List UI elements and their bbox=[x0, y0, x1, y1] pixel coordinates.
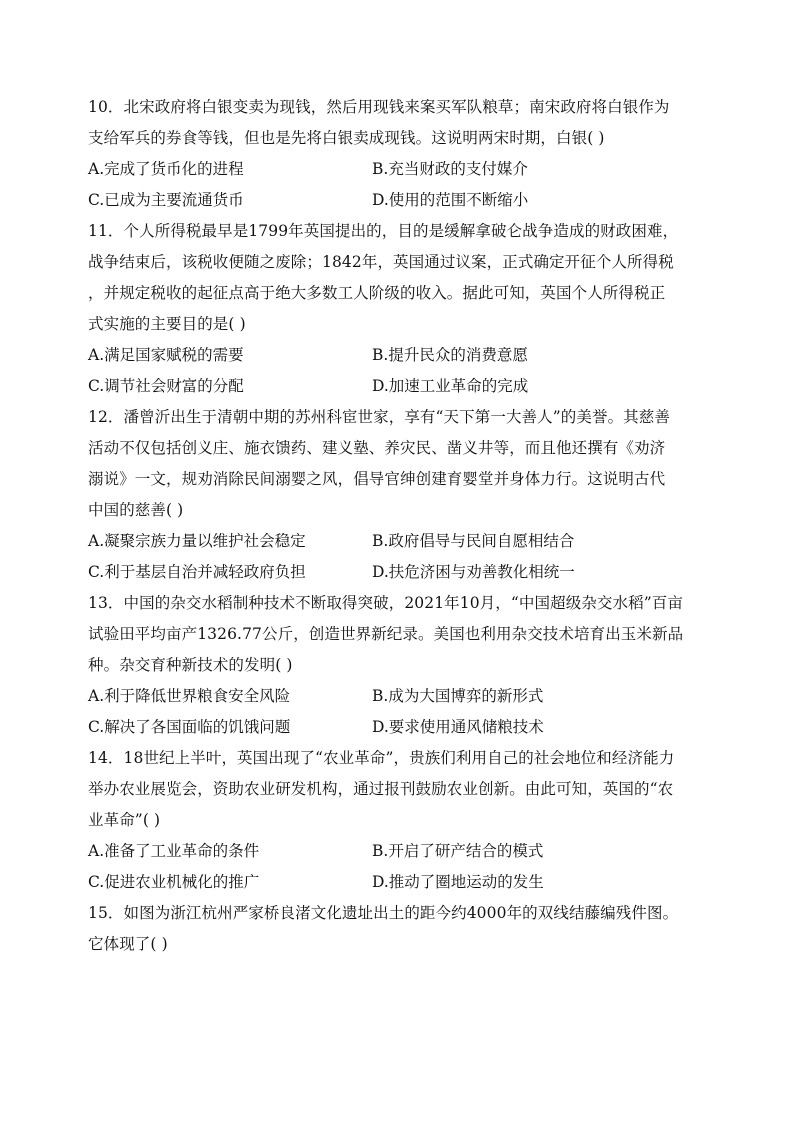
answer-options bbox=[88, 526, 708, 588]
question-15 bbox=[88, 898, 708, 960]
option-d: D.扶危济困与劝善教化相统一 bbox=[372, 563, 575, 581]
option-row bbox=[88, 867, 708, 898]
question-stem-line: 12．潘曾沂出生于清朝中期的苏州科宦世家，享有“天下第一大善人”的美誉。其慈善 bbox=[88, 408, 670, 426]
question-stem-line: ，并规定税收的起征点高于绝大多数工人阶级的收入。据此可知，英国个人所得税正 bbox=[88, 284, 666, 302]
option-d: D.加速工业革命的完成 bbox=[372, 377, 529, 395]
question-stem-line: 13．中国的杂交水稻制种技术不断取得突破，2021年10月，“中国超级杂交水稻”百亩 bbox=[88, 594, 683, 612]
question-stem-line: 活动不仅包括创义庄、施衣馈药、建义塾、养灾民、凿义井等，而且他还撰有《劝济 bbox=[88, 439, 666, 457]
option-d: D.推动了圈地运动的发生 bbox=[372, 873, 544, 891]
option-row bbox=[88, 185, 708, 216]
option-row bbox=[88, 154, 708, 185]
question-stem-line: 式实施的主要目的是( ) bbox=[88, 315, 246, 333]
answer-options bbox=[88, 681, 708, 743]
answer-options bbox=[88, 836, 708, 898]
question-stem-line: 11．个人所得税最早是1799年英国提出的，目的是缓解拿破仑战争造成的财政困难， bbox=[88, 222, 679, 240]
question-stem-line: 举办农业展览会，资助农业研发机构，通过报刊鼓励农业创新。由此可知，英国的“农 bbox=[88, 780, 674, 798]
option-c: C.促进农业机械化的推广 bbox=[88, 873, 260, 891]
option-b: B.提升民众的消费意愿 bbox=[372, 346, 528, 364]
option-c: C.解决了各国面临的饥饿问题 bbox=[88, 718, 291, 736]
question-stem-line: 种。杂交育种新技术的发明( ) bbox=[88, 656, 293, 674]
question-stem-line: 战争结束后，该税收便随之废除；1842年，英国通过议案，正式确定开征个人所得税 bbox=[88, 253, 674, 271]
question-stem-line: 溺说》一文，规劝消除民间溺婴之风，倡导官绅创建育婴堂并身体力行。这说明古代 bbox=[88, 470, 666, 488]
question-stem-line: 10．北宋政府将白银变卖为现钱，然后用现钱来案买军队粮草；南宋政府将白银作为 bbox=[88, 98, 670, 116]
question-12 bbox=[88, 402, 708, 588]
option-d: D.要求使用通风储粮技术 bbox=[372, 718, 544, 736]
option-c: C.利于基层自治并减轻政府负担 bbox=[88, 563, 306, 581]
option-a: A.利于降低世界粮食安全风险 bbox=[88, 687, 291, 705]
question-10 bbox=[88, 92, 708, 216]
option-a: A.满足国家赋税的需要 bbox=[88, 346, 244, 364]
option-a: A.完成了货币化的进程 bbox=[88, 160, 244, 178]
option-c: C.已成为主要流通货币 bbox=[88, 191, 244, 209]
option-row bbox=[88, 836, 708, 867]
option-row bbox=[88, 712, 708, 743]
answer-options bbox=[88, 154, 708, 216]
option-b: B.开启了研产结合的模式 bbox=[372, 842, 544, 860]
option-row bbox=[88, 340, 708, 371]
option-a: A.准备了工业革命的条件 bbox=[88, 842, 260, 860]
option-row bbox=[88, 557, 708, 588]
option-b: B.政府倡导与民间自愿相结合 bbox=[372, 532, 575, 550]
question-stem-line: 14．18世纪上半叶，英国出现了“农业革命”，贵族们利用自己的社会地位和经济能力 bbox=[88, 749, 675, 767]
option-b: B.成为大国博弈的新形式 bbox=[372, 687, 544, 705]
option-row bbox=[88, 681, 708, 712]
question-14 bbox=[88, 743, 708, 898]
question-stem-line: 支给军兵的券食等钱，但也是先将白银卖成现钱。这说明两宋时期，白银( ) bbox=[88, 129, 605, 147]
option-c: C.调节社会财富的分配 bbox=[88, 377, 244, 395]
option-b: B.充当财政的支付媒介 bbox=[372, 160, 528, 178]
question-stem-line: 中国的慈善( ) bbox=[88, 501, 184, 519]
question-stem-line: 它体现了( ) bbox=[88, 935, 168, 953]
question-13 bbox=[88, 588, 708, 743]
question-stem-line: 试验田平均亩产1326.77公斤，创造世界新纪录。美国也利用杂交技术培育出玉米新品 bbox=[88, 625, 684, 643]
option-row bbox=[88, 371, 708, 402]
question-stem-line: 业革命”( ) bbox=[88, 811, 161, 829]
answer-options bbox=[88, 340, 708, 402]
option-a: A.凝聚宗族力量以维护社会稳定 bbox=[88, 532, 306, 550]
option-row bbox=[88, 526, 708, 557]
question-11 bbox=[88, 216, 708, 402]
question-stem-line: 15．如图为浙江杭州严家桥良渚文化遗址出土的距今约4000年的双线结藤编残件图。 bbox=[88, 904, 679, 922]
option-d: D.使用的范围不断缩小 bbox=[372, 191, 529, 209]
